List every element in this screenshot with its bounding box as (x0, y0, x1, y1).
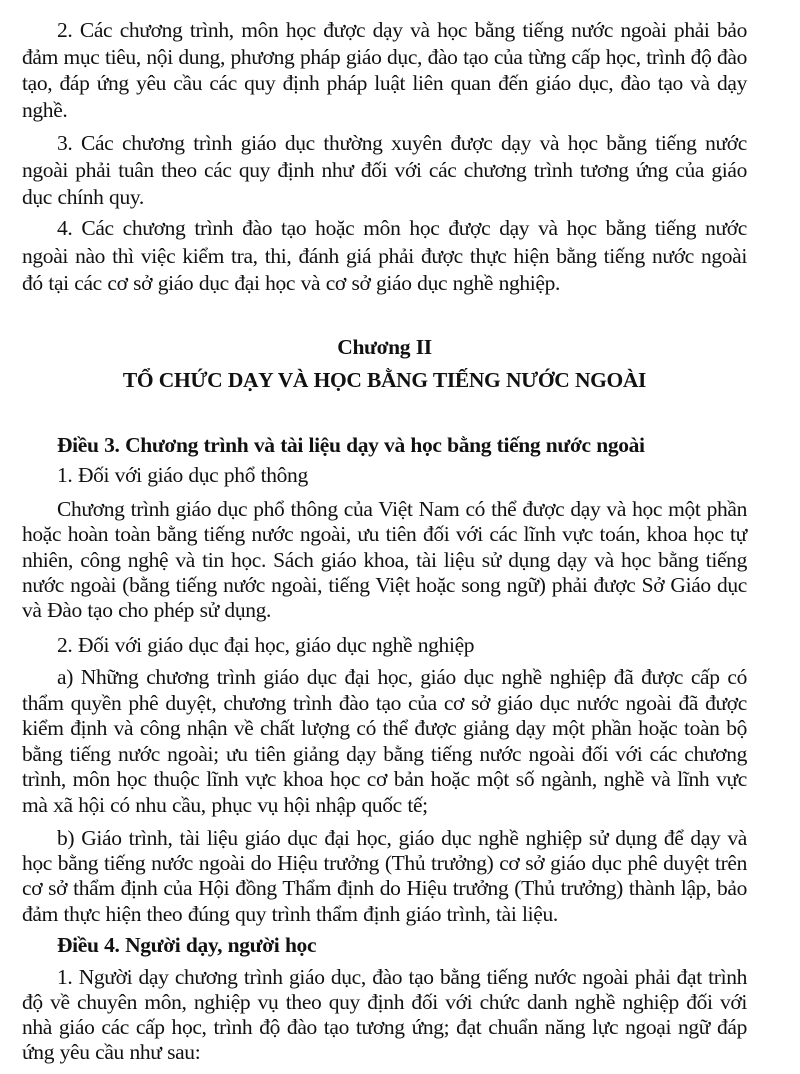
paragraph-2: 2. Các chương trình, môn học được dạy và học bằng tiếng nước ngoài phải bảo đảm mục tiêu, nội dung, phương pháp giáo dục, đào tạo của từng cấp học, trình độ đào tạo, đáp ứng yêu cầu các quy định pháp luật liên quan đến giáo dục, đào tạo và dạy nghề. (22, 18, 747, 123)
article-4-heading: Điều 4. Người dạy, người học (57, 933, 317, 957)
paragraph-3: 3. Các chương trình giáo dục thường xuyên được dạy và học bằng tiếng nước ngoài phải tuân theo các quy định như đối với các chương trình tương ứng của giáo dục chính quy. (22, 131, 747, 209)
article-3-item-2-b: b) Giáo trình, tài liệu giáo dục đại học, giáo dục nghề nghiệp sử dụng để dạy và học bằng tiếng nước ngoài do Hiệu trưởng (Thủ trưởng) cơ sở giáo dục phê duyệt trên cơ sở thẩm định của Hội đồng Thẩm định do Hiệu trưởng (Thủ trưởng) thành lập, bảo đảm thực hiện theo đúng quy trình thẩm định giáo trình, tài liệu. (22, 826, 747, 926)
article-3-heading: Điều 3. Chương trình và tài liệu dạy và học bằng tiếng nước ngoài (57, 433, 645, 457)
article-4-item-1-text: 1. Người dạy chương trình giáo dục, đào tạo bằng tiếng nước ngoài phải đạt trình độ về chuyên môn, nghiệp vụ theo quy định đối với chức danh nghề nghiệp đối với nhà giáo các cấp học, trình độ đào tạo tương ứng; đạt chuẩn năng lực ngoại ngữ đáp ứng yêu cầu như sau: (22, 965, 747, 1064)
paragraph-4: 4. Các chương trình đào tạo hoặc môn học được dạy và học bằng tiếng nước ngoài nào thì việc kiểm tra, thi, đánh giá phải được thực hiện bằng tiếng nước ngoài đó tại các cơ sở giáo dục đại học và cơ sở giáo dục nghề nghiệp. (22, 216, 747, 295)
article-3-item-2-a: a) Những chương trình giáo dục đại học, giáo dục nghề nghiệp đã được cấp có thẩm quyền phê duyệt, chương trình đào tạo của cơ sở giáo dục nước ngoài đã được kiểm định và công nhận về chất lượng có thể được giảng dạy một phần hoặc toàn bộ bằng tiếng nước ngoài; ưu tiên giảng dạy bằng tiếng nước ngoài đối với các chương trình, môn học thuộc lĩnh vực khoa học cơ bản hoặc một số ngành, nghề và lĩnh vực mà xã hội có nhu cầu, phục vụ hội nhập quốc tế; (22, 665, 747, 817)
article-3-item-2-heading: 2. Đối với giáo dục đại học, giáo dục nghề nghiệp (57, 633, 475, 657)
article-3-item-1-text: Chương trình giáo dục phổ thông của Việt Nam có thể được dạy và học một phần hoặc hoàn toàn bằng tiếng nước ngoài, ưu tiên đối với các lĩnh vực toán, khoa học tự nhiên, công nghệ và tin học. Sách giáo khoa, tài liệu sử dụng dạy và học bằng tiếng nước ngoài (bằng tiếng nước ngoài, tiếng Việt hoặc song ngữ) phải được Sở Giáo dục và Đào tạo cho phép sử dụng. (22, 497, 747, 623)
article-3-item-1-heading: 1. Đối với giáo dục phổ thông (57, 463, 308, 487)
chapter-number: Chương II (337, 335, 432, 359)
chapter-title: TỔ CHỨC DẠY VÀ HỌC BẰNG TIẾNG NƯỚC NGOÀI (122, 368, 647, 392)
